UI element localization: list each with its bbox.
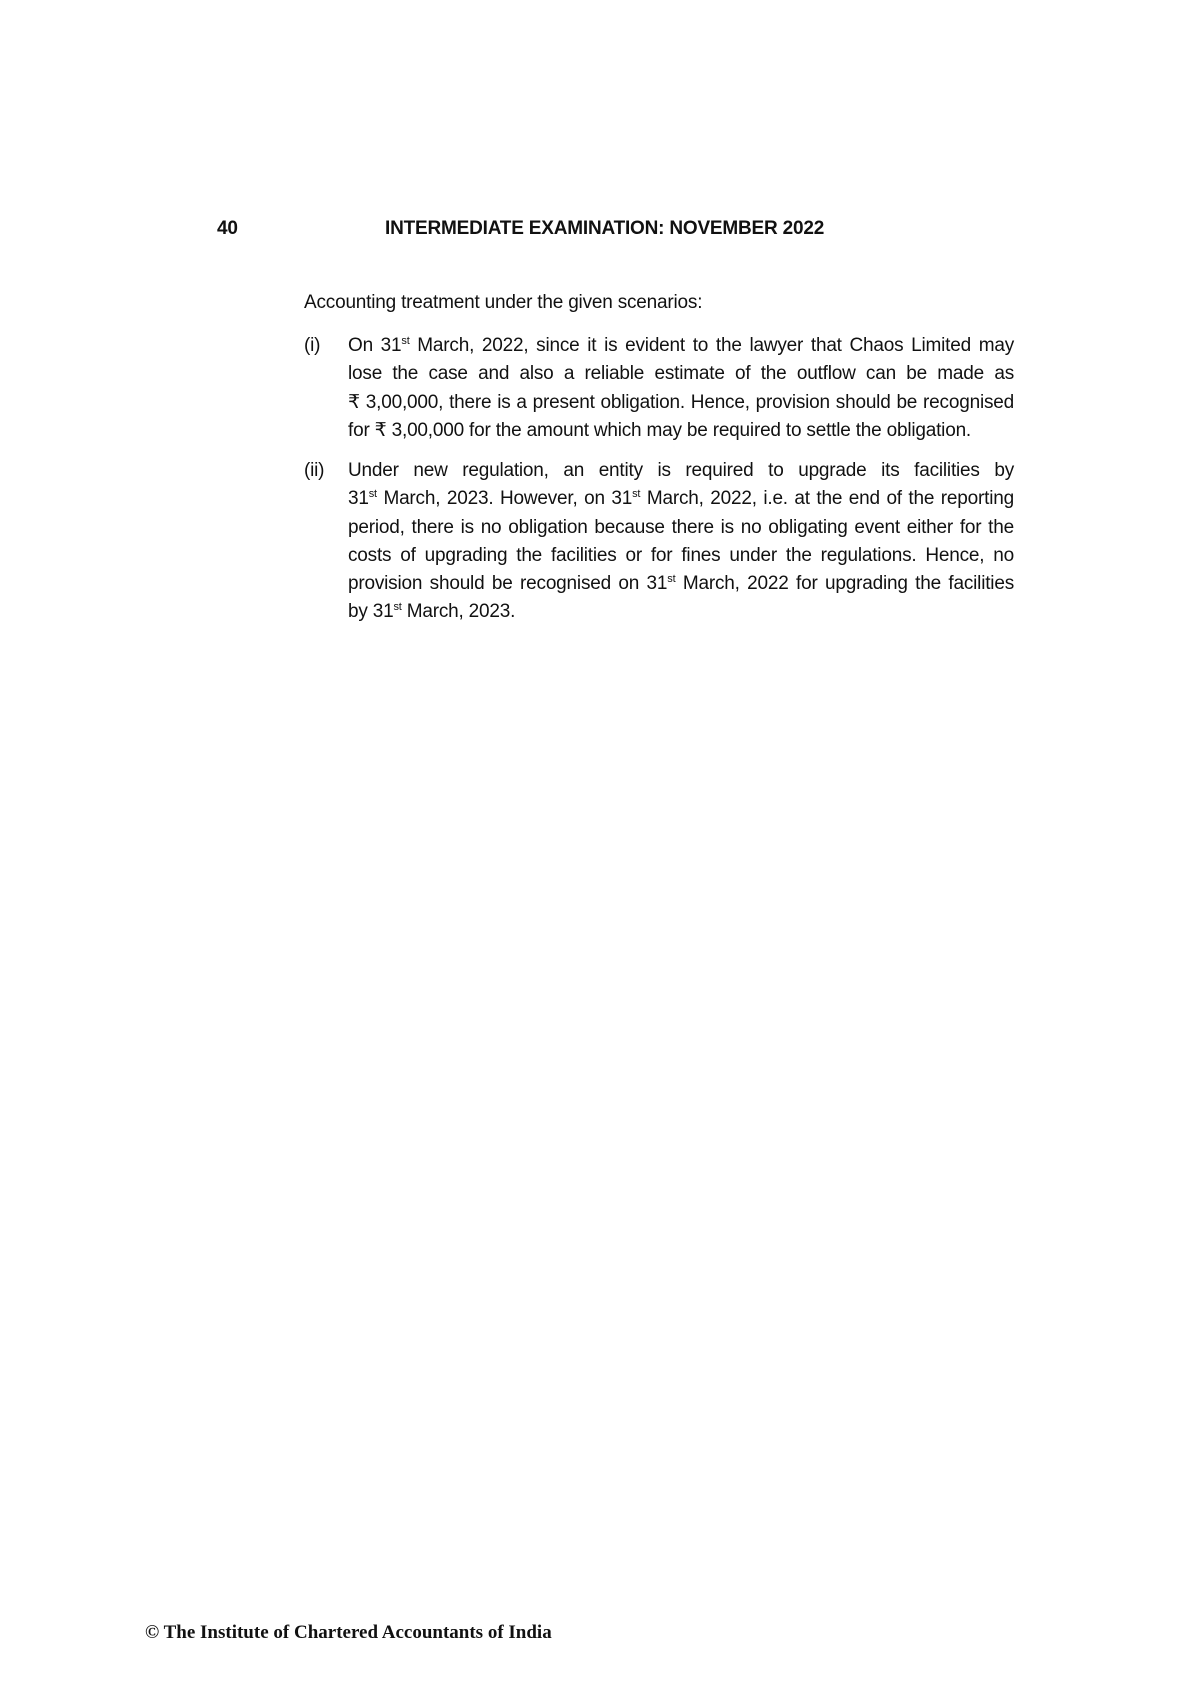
- text-line: On 31st March, 2022, since it is evident to the lawyer that Chaos Limited may: [348, 335, 1015, 356]
- intro-text: Accounting treatment under the given scenarios:: [304, 292, 703, 313]
- running-header: INTERMEDIATE EXAMINATION: NOVEMBER 2022: [385, 218, 825, 239]
- list-item-text: [348, 332, 1014, 445]
- copyright-footer: © The Institute of Chartered Accountants of India: [145, 1622, 552, 1643]
- text-line: for ₹ 3,00,000 for the amount which may be required to settle the obligation.: [348, 419, 972, 441]
- ordinal-superscript: st: [667, 573, 676, 586]
- list-item-ii: [304, 457, 1014, 627]
- text-line: provision should be recognised on 31st March, 2022 for upgrading the facilities: [348, 573, 1014, 595]
- text-line: by 31st March, 2023.: [348, 601, 516, 623]
- list-item-text: [348, 457, 1014, 627]
- ordinal-superscript: st: [401, 335, 410, 347]
- list-marker: (i): [304, 335, 321, 356]
- ordinal-superscript: st: [632, 488, 641, 501]
- text-line: 31st March, 2023. However, on 31st March, 2022, i.e. at the end of the reporting: [348, 488, 1014, 510]
- text-line: costs of upgrading the facilities or for fines under the regulations. Hence, no: [348, 544, 1014, 566]
- text-line: lose the case and also a reliable estimate of the outflow can be made as: [348, 363, 1014, 385]
- ordinal-superscript: st: [368, 488, 377, 501]
- text-line: Under new regulation, an entity is required to upgrade its facilities by: [348, 460, 1014, 481]
- page-number: 40: [217, 218, 238, 239]
- text-line: period, there is no obligation because there is no obligating event either for the: [348, 516, 1014, 538]
- list-item-i: [304, 332, 1014, 445]
- text-line: ₹ 3,00,000, there is a present obligation. Hence, provision should be recognised: [348, 391, 1014, 413]
- list-marker: (ii): [304, 460, 325, 481]
- ordinal-superscript: st: [393, 601, 402, 614]
